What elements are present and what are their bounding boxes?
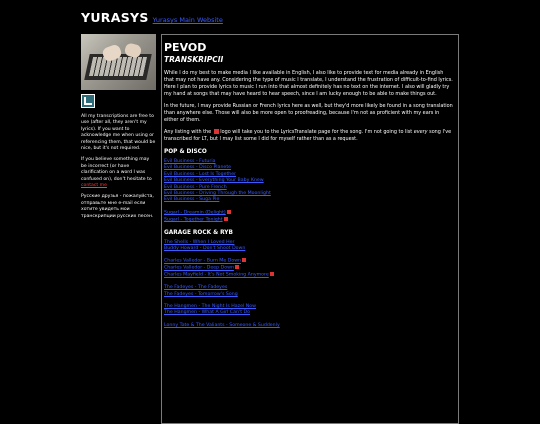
list-item (164, 258, 454, 265)
lt-text-c: song I've transcribed for LT, but I may list some I did for myself rather than as a request. (164, 129, 452, 142)
future-paragraph: In the future, I may provide Russian or French lyrics here as well, but they'd more likely be found in a song translation than anywhere else. Those will also be more open to proofreading, because I'm not as proficient with my ears in either of them. (164, 103, 453, 123)
list-item (164, 310, 454, 316)
contact-link[interactable]: contact me (81, 183, 107, 189)
home-link[interactable]: Yurasys Main Website (152, 16, 223, 24)
song-link[interactable]: Charles Valledor - Deep Down (164, 265, 234, 271)
song-link[interactable]: The Fadeyes - The Fadeyes (164, 285, 228, 291)
lyricstranslate-icon (242, 258, 246, 262)
list-item (164, 265, 454, 272)
site-name[interactable]: YURASYS (81, 10, 149, 25)
song-link[interactable]: Lonny Tate & The Valiants - Someone & Suddenly (164, 322, 280, 328)
song-list-garage-3 (164, 285, 454, 298)
site-header (81, 10, 223, 28)
song-link[interactable]: The Fadeyes - Tomorrow's Song (164, 291, 238, 297)
song-link[interactable]: Charles Mayfield - It's Not Smoking Anymore (164, 272, 269, 278)
list-item (164, 217, 454, 224)
song-link[interactable]: Evil Business - Lost Is Together (164, 171, 237, 177)
list-item (164, 292, 454, 298)
sidebar-notes (81, 114, 156, 220)
song-link[interactable]: Sugarl - Together Tonight (164, 217, 223, 223)
lt-text-a: Any listing with the (164, 129, 212, 135)
contact-note (81, 157, 156, 189)
main-content (161, 34, 459, 424)
song-list-garage-2 (164, 258, 454, 279)
lyricstranslate-icon (224, 217, 228, 221)
lyricstranslate-icon (270, 272, 274, 276)
song-link[interactable]: The Shells - When I Loved Her (164, 239, 235, 245)
list-item (164, 197, 454, 203)
song-link[interactable]: Evil Business - Futuria (164, 159, 216, 164)
song-link[interactable]: Evil Business - Disco Planete (164, 165, 232, 171)
section-heading-garage: GARAGE ROCK & RYB (164, 229, 233, 236)
lyricstranslate-icon (227, 210, 231, 214)
song-link[interactable]: The Hangmen - What A Girl Can't Do (164, 310, 251, 316)
site-logo-icon[interactable] (81, 94, 95, 108)
lyricstranslate-icon (235, 265, 239, 269)
song-link[interactable]: Evil Business - Suga Pie (164, 197, 220, 203)
lyricstranslate-icon (214, 129, 219, 134)
lt-text-b: logo will take you to the LyricsTranslate page for the song. I'm not going to list (220, 129, 413, 135)
contact-note-text: If you believe something may be incorrect (or have clarification on a word I was confused on), don't hesitate to (81, 157, 152, 182)
list-item (164, 272, 454, 279)
song-link[interactable]: Evil Business - Driving Through the Moonlight (164, 191, 271, 197)
song-list-pop-2 (164, 210, 454, 224)
usage-note: All my transcriptions are free to use (after all, they aren't my lyrics). If you want to acknowledge me when using or referencing them, that would be nice, but it's not required. (81, 114, 156, 152)
list-item (164, 323, 454, 329)
lt-paragraph (164, 129, 454, 143)
song-link[interactable]: Sugarl - Dreamin (Delight) (164, 210, 226, 216)
typing-photo (81, 34, 156, 90)
song-link[interactable]: Evil Business - Everything Your Baby Knew (164, 178, 264, 184)
song-list-garage-4 (164, 304, 454, 317)
page-subtitle: TRANSKRIPCII (164, 55, 224, 64)
sidebar (81, 34, 156, 225)
song-list-garage (164, 240, 454, 253)
song-link[interactable]: Evil Business - Pure French (164, 184, 227, 190)
list-item (164, 210, 454, 217)
russian-note: Русские друзья - пожалуйста, отправьте мне e-mail если хотите увидеть мои транскрипции русских песен. (81, 194, 154, 219)
section-heading-pop: POP & DISCO (164, 149, 207, 155)
song-link[interactable]: Charles Valledor - Burn Me Down (164, 258, 242, 264)
intro-paragraph: While I do my best to make media I like available in English, I also like to provide text for media already in English that may not have any. Considering the type of music I translate, I understand the frustration of difficult-to-find lyrics. Here I plan to provide lyrics to music I run into that almost definitely has no text on the internet. I also will gladly try my hand at songs that may have heard to hear speech, since I am lucky enough to be able to make things out. (164, 70, 453, 97)
lt-text-em: every (413, 129, 428, 135)
page-title: PEVOD (164, 41, 207, 54)
song-list-garage-5 (164, 323, 454, 329)
song-list-pop (164, 159, 454, 204)
song-link[interactable]: The Hangmen - The Night Is Hazel Now (164, 304, 256, 309)
list-item (164, 246, 454, 252)
song-link[interactable]: Buddy Howard - Don't Shoot Down (164, 246, 246, 252)
